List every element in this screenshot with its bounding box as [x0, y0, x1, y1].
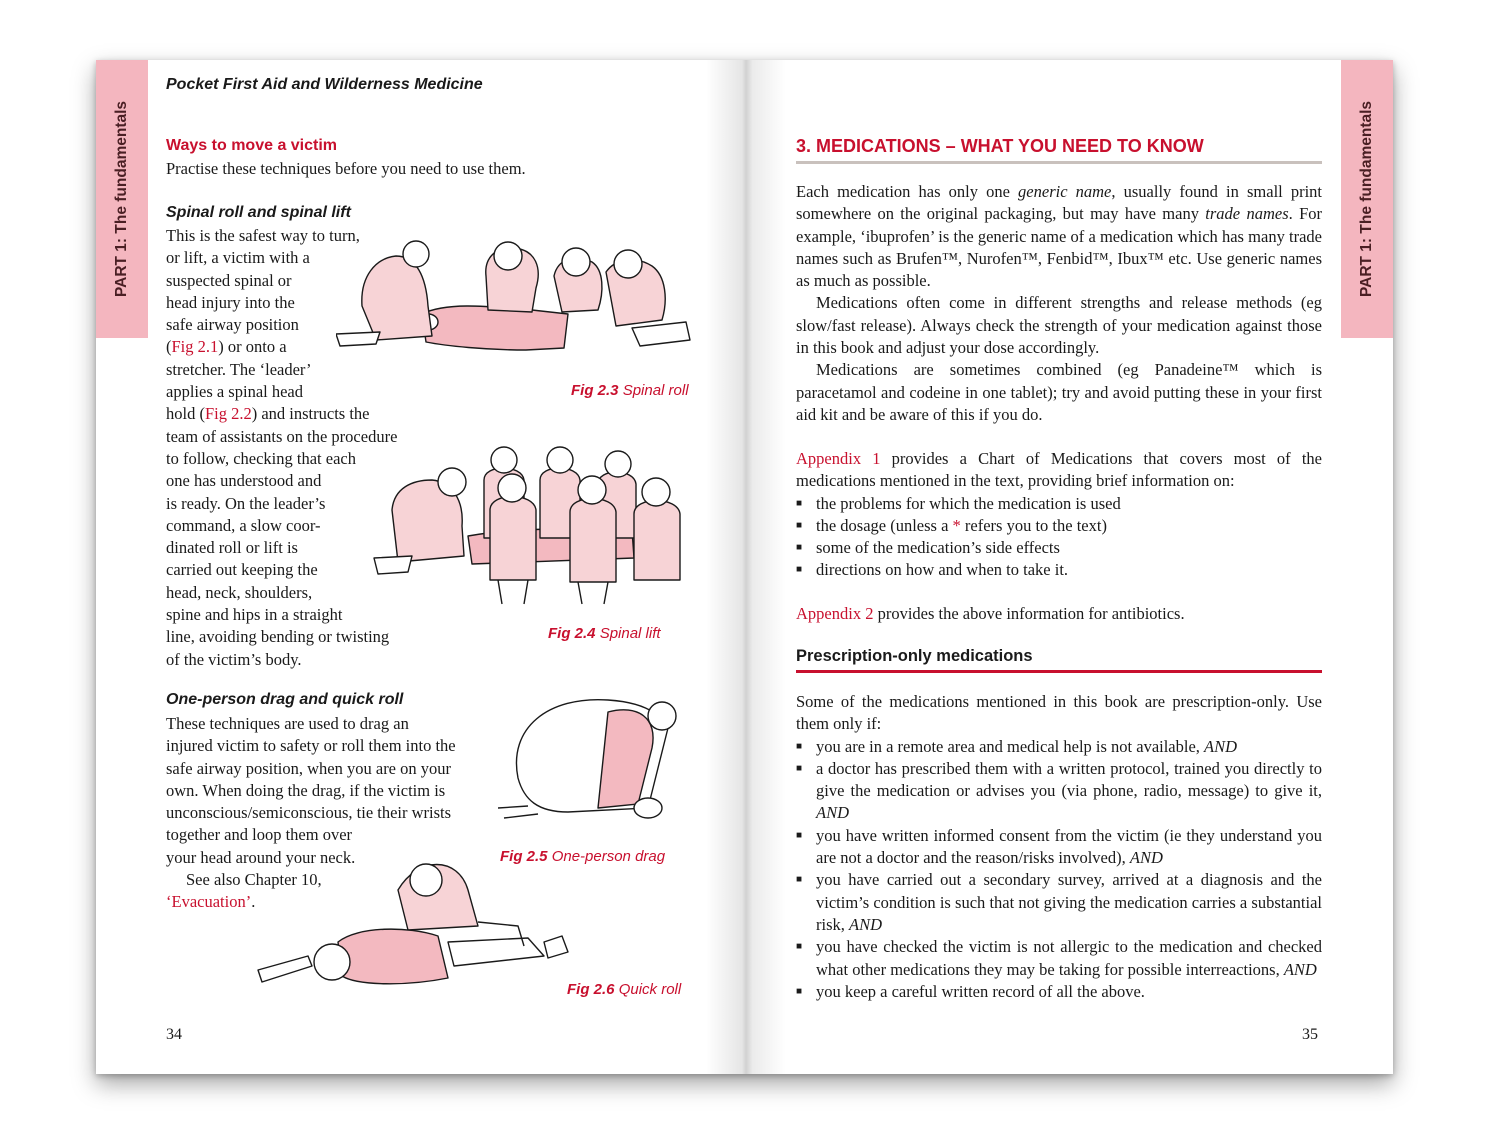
rx-intro: Some of the medications mentioned in this book are prescription-only. Use them only if: [796, 692, 1322, 734]
text-line: is ready. On the leader’s [166, 493, 326, 513]
fig-caption: Fig 2.6 Quick roll [567, 981, 682, 998]
spinal-lift-illustration [372, 440, 690, 606]
text-line: suspected spinal or [166, 270, 292, 290]
appendix1-link[interactable]: Appendix 1 [796, 449, 881, 468]
text-line: safe airway position, when you are on your [166, 758, 452, 778]
subsection-title: One-person drag and quick roll [166, 691, 404, 708]
text-line: injured victim to safety or roll them into the [166, 736, 456, 756]
section-heading: Ways to move a victim [166, 137, 338, 154]
part-tab-label: PART 1: The fundamentals [1358, 100, 1375, 298]
list-item: ■ you have written informed consent from the victim (ie they understand you are not a doctor and the reason/risks involved), AND [796, 825, 1322, 870]
appendix2-block: Appendix 2 provides the above information for antibiotics. [796, 604, 1185, 623]
figure-ref-link[interactable]: Fig 2.1 [171, 337, 219, 357]
text-line: This is the safest way to turn, [166, 226, 360, 245]
prescription-block [796, 691, 1322, 1003]
part-tab-label: PART 1: The fundamentals [113, 100, 130, 298]
part-tab-left [96, 60, 148, 338]
text-line: of the victim’s body. [166, 649, 302, 669]
text-line: team of assistants on the procedure [166, 426, 398, 446]
one-person-drag-illustration [498, 688, 690, 838]
text-line: together and loop them over [166, 825, 353, 845]
text-line: to follow, checking that each [166, 448, 356, 468]
text-line: unconscious/semiconscious, tie their wrists [166, 803, 452, 823]
list-item: ■ the problems for which the medication is used [796, 493, 1322, 515]
text-line: your head around your neck. [166, 847, 356, 867]
list-item: ■ the dosage (unless a * refers you to the text) [796, 515, 1322, 537]
chapter-title: 3. MEDICATIONS – WHAT YOU NEED TO KNOW [796, 136, 1322, 164]
appendix1-list [796, 493, 1322, 582]
text-line: one has understood and [166, 471, 322, 491]
prescription-list [796, 736, 1322, 1004]
paragraph: Each medication has only one generic name, usually found in small print somewhere on the original packaging, but may have many trade names. For example, ‘ibuprofen’ is the generic name of a medication which has many trade names such as Brufen™, Nurofen™, Fenbid™, Ibux™ etc. Use generic names as much as possible. [796, 182, 1323, 291]
text-line: spine and hips in a straight [166, 605, 343, 625]
appendix1-block: Appendix 1 provides a Chart of Medications that covers most of the medications mentioned in the text, providing brief information on: ■ the problems for which the medication is used ■ the dosage (unless a * refers you to the text) ■ some of the medication’s side effects ■ directions on how and when to take it. [796, 448, 1322, 582]
list-item: ■ you are in a remote area and medical help is not available, AND [796, 736, 1322, 758]
text-line: command, a slow coor- [166, 515, 321, 535]
appendix2-link[interactable]: Appendix 2 [796, 604, 874, 623]
text-line: head, neck, shoulders, [166, 582, 313, 602]
paragraph: Medications are sometimes combined (eg Panadeine™ which is paracetamol and codeine in one tablet); try and avoid putting these in your first aid kit and be aware of this if you do. [796, 360, 1322, 424]
text-line: applies a spinal head [166, 382, 303, 402]
see-also-ref: ‘Evacuation’. [166, 892, 256, 911]
figure-ref-link[interactable]: Fig 2.2 [204, 404, 252, 424]
page-number: 35 [1302, 1026, 1318, 1043]
intro-paragraphs [796, 181, 1322, 426]
text-line: These techniques are used to drag an [166, 714, 409, 733]
section-title: Prescription-only medications [796, 647, 1322, 673]
subsection-title: Spinal roll and spinal lift [166, 204, 351, 221]
fig-caption: Fig 2.3 Spinal roll [571, 382, 689, 399]
text-line: carried out keeping the [166, 560, 318, 580]
list-item: ■ some of the medication’s side effects [796, 537, 1322, 559]
text-line: (Fig 2.1) or onto a [166, 337, 287, 357]
paragraph: Medications often come in different strengths and release methods (eg slow/fast release). Always check the strength of your medication against those in this book and adjust your dose accordingly. [796, 293, 1322, 358]
part-tab-right [1341, 60, 1393, 338]
text-line: hold (Fig 2.2) and instructs the [166, 404, 370, 424]
book-gutter [706, 60, 786, 1074]
text-line: stretcher. The ‘leader’ [166, 359, 312, 379]
intro-text: Practise these techniques before you need to use them. [166, 159, 526, 178]
evacuation-link[interactable]: ‘Evacuation’ [166, 892, 252, 911]
fig-caption: Fig 2.4 Spinal lift [548, 625, 661, 642]
list-item: ■ you have checked the victim is not allergic to the medication and checked what other medications they may be taking for possible interreactions, AND [796, 936, 1322, 981]
fig-caption: Fig 2.5 One-person drag [500, 848, 666, 865]
text-line: dinated roll or lift is [166, 538, 298, 558]
text-line: line, avoiding bending or twisting [166, 627, 390, 647]
running-head: Pocket First Aid and Wilderness Medicine [166, 76, 483, 93]
text-line: safe airway position [166, 315, 299, 335]
text-line: head injury into the [166, 292, 295, 312]
page-number: 34 [166, 1026, 182, 1043]
quick-roll-illustration [248, 846, 574, 1006]
list-item: ■ a doctor has prescribed them with a written protocol, trained you directly to give the medication or advises you (via phone, radio, message) to give it, AND [796, 758, 1322, 825]
list-item: ■ directions on how and when to take it. [796, 559, 1322, 581]
spinal-roll-illustration [336, 236, 692, 358]
list-item: ■ you have carried out a secondary survey, arrived at a diagnosis and the victim’s condition is such that not giving the medication carries a substantial risk, AND [796, 869, 1322, 936]
list-item: ■ you keep a careful written record of all the above. [796, 981, 1322, 1003]
text-line: own. When doing the drag, if the victim is [166, 780, 446, 800]
text-line: or lift, a victim with a [166, 248, 310, 268]
see-also-text: See also Chapter 10, [186, 870, 322, 889]
